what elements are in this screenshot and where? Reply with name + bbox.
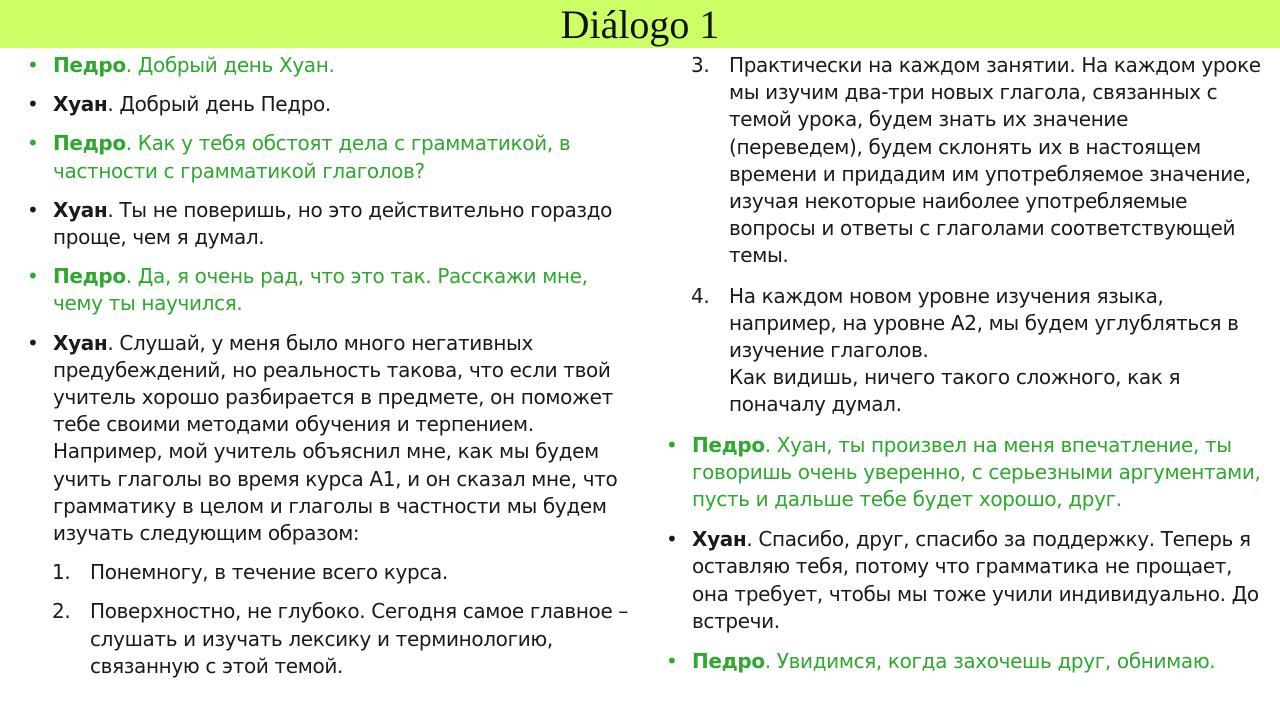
item-number: 2. [52, 599, 71, 624]
item-text: На каждом новом уровне изучения языка, например, на уровне А2, мы будем углубляться в изучение глаголов. [729, 283, 1239, 363]
item-number: 3. [691, 53, 710, 77]
dialogue-text: . Как у тебя обстоят дела с грамматикой, в частности с грамматикой глаголов? [53, 131, 571, 183]
bullet-marker: • [27, 53, 39, 77]
item-text: Понемногу, в течение всего курса. [90, 560, 448, 585]
title-bar [0, 0, 1280, 48]
dialogue-line-juan [27, 197, 642, 251]
right-column [666, 52, 1266, 675]
dialogue-line-juan [666, 526, 1266, 635]
bullet-marker: • [666, 432, 678, 457]
bullet-marker: • [27, 330, 39, 355]
bullet-marker: • [27, 131, 39, 156]
item-text: Поверхностно, не глубоко. Сегодня самое главное – слушать и изучать лексику и терминологию, связанную с этой темой. [90, 599, 629, 678]
left-column [27, 52, 642, 680]
speaker-name: Педро [692, 649, 765, 674]
bullet-marker: • [666, 649, 678, 674]
dialogue-line-juan [27, 91, 642, 118]
bullet-marker: • [27, 264, 39, 289]
dialogue-line-pedro [666, 432, 1266, 514]
dialogue-text: . Слушай, у меня было много негативных предубеждений, но реальность такова, что если твой учитель хорошо разбирается в предмете, он поможет тебе своими методами обучения и терпением. Например, мой учитель объяснил мне, как мы будем учить глаголы во время курса А1, и он сказал мне, что грамматику в целом и глаголы в частности мы будем изучать следующим образом: [53, 330, 618, 546]
dialogue-line-pedro [27, 263, 642, 317]
slide-title: Diálogo 1 [560, 2, 720, 47]
dialogue-text: . Ты не поверишь, но это действительно гораздо проще, чем я думал. [53, 197, 613, 250]
speaker-name: Хуан [53, 92, 108, 117]
numbered-item [666, 52, 1266, 270]
dialogue-text: . Добрый день Хуан. [125, 53, 335, 77]
numbered-item [27, 598, 642, 680]
item-number: 1. [52, 560, 71, 585]
item-number: 4. [691, 283, 710, 308]
item-text-continuation: Как видишь, ничего такого сложного, как я поначалу думал. [729, 365, 1181, 417]
speaker-name: Педро [53, 264, 126, 289]
speaker-name: Хуан [53, 330, 108, 355]
speaker-name: Педро [692, 432, 765, 457]
bullet-marker: • [27, 92, 39, 117]
dialogue-text: . Хуан, ты произвел на меня впечатление, ты говоришь очень уверенно, с серьезными аргументами, пусть и дальше тебе будет хорошо, друг. [692, 432, 1261, 512]
bullet-marker: • [666, 527, 678, 552]
speaker-name: Хуан [53, 197, 108, 222]
item-text: Практически на каждом занятии. На каждом уроке мы изучим два-три новых глагола, связанных с темой урока, будем знать их значение (переведем), будем склонять их в настоящем времени и придадим им употребляемое значение, изучая некоторые наиболее употребляемые вопросы и ответы с глаголами соответствующей темы. [729, 53, 1261, 268]
numbered-item [666, 283, 1266, 419]
dialogue-text: . Добрый день Педро. [107, 92, 331, 117]
dialogue-line-pedro [666, 648, 1266, 675]
dialogue-text: . Да, я очень рад, что это так. Расскажи мне, чему ты научился. [53, 264, 588, 316]
speaker-name: Педро [53, 131, 126, 156]
speaker-name: Хуан [692, 527, 747, 552]
dialogue-text: . Спасибо, друг, спасибо за поддержку. Теперь я оставляю тебя, потому что грамматика не прощает, она требует, чтобы мы тоже учили индивидуально. До встречи. [692, 527, 1259, 633]
numbered-item [27, 559, 642, 586]
dialogue-line-pedro [27, 130, 642, 184]
speaker-name: Педро [53, 53, 126, 77]
dialogue-line-pedro [27, 52, 642, 79]
dialogue-text: . Увидимся, когда захочешь друг, обнимаю. [764, 649, 1216, 674]
dialogue-line-juan [27, 330, 642, 548]
bullet-marker: • [27, 197, 39, 222]
